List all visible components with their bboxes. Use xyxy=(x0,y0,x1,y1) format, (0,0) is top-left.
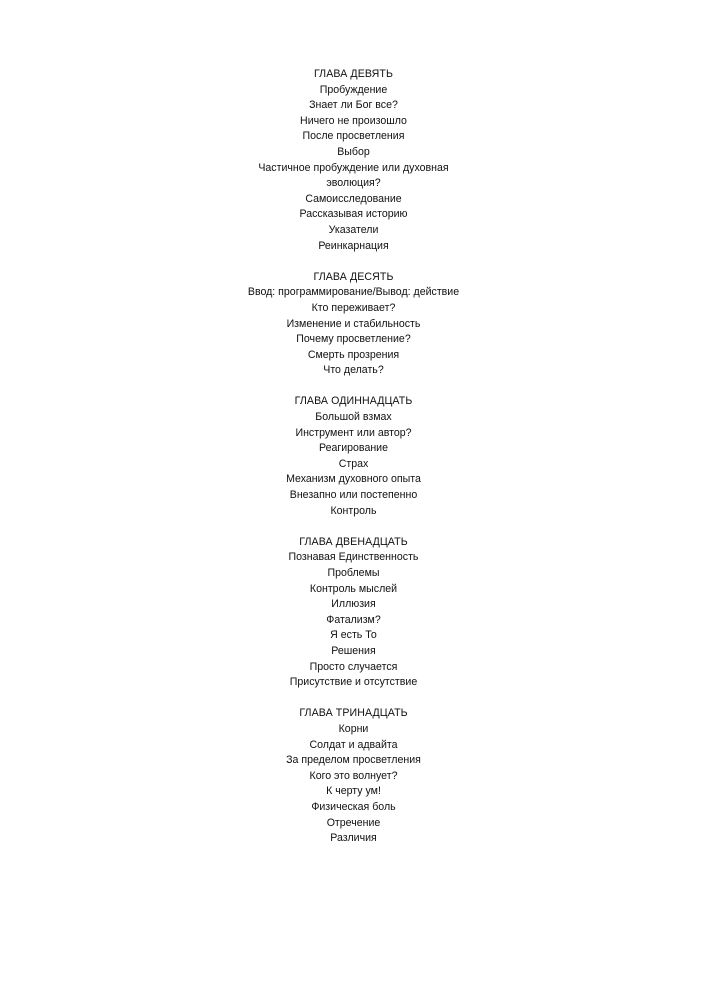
toc-item: Знает ли Бог все? xyxy=(309,99,398,112)
chapter-heading: ГЛАВА ДЕВЯТЬ xyxy=(313,68,394,80)
toc-item: Механизм духовного опыта xyxy=(286,473,421,486)
toc-item: К черту ум! xyxy=(326,785,381,798)
chapter-heading: ГЛАВА ДВЕНАДЦАТЬ xyxy=(299,535,408,548)
toc-item: Солдат и адвайта xyxy=(309,738,398,751)
chapter-heading: ГЛАВА ДЕСЯТЬ xyxy=(313,270,394,283)
chapter-9 xyxy=(0,67,707,254)
toc-item: Самоисследование xyxy=(305,192,402,205)
toc-item: Что делать? xyxy=(323,364,384,377)
toc-item: Ввод: программирование/Вывод: действие xyxy=(247,286,460,299)
toc-item: Указатели xyxy=(328,223,379,236)
toc-item: Физическая боль xyxy=(311,800,396,813)
chapter-13 xyxy=(0,706,707,846)
chapter-10 xyxy=(0,270,707,379)
toc-item: После просветления xyxy=(302,130,405,143)
toc-item: Контроль мыслей xyxy=(309,582,398,595)
toc-item: Рассказывая историю xyxy=(299,208,408,221)
toc-item: Кто переживает? xyxy=(311,301,396,314)
toc-item: Контроль xyxy=(330,504,377,517)
toc-item: Кого это волнует? xyxy=(309,769,398,782)
chapter-heading: ГЛАВА ТРИНАДЦАТЬ xyxy=(299,707,408,720)
toc-item: Фатализм? xyxy=(326,613,381,626)
toc-item: Иллюзия xyxy=(331,598,376,611)
toc-item: Инструмент или автор? xyxy=(295,426,412,439)
toc-item: Большой взмах xyxy=(315,411,392,424)
chapter-11 xyxy=(0,394,707,519)
toc-item: Просто случается xyxy=(309,660,398,673)
toc-item: За пределом просветления xyxy=(286,754,421,767)
toc-item: Различия xyxy=(330,832,377,845)
toc-item: Присутствие и отсутствие xyxy=(289,676,418,689)
toc-item: Ничего не произошло xyxy=(300,114,407,127)
chapter-heading: ГЛАВА ОДИННАДЦАТЬ xyxy=(294,395,413,408)
toc-item: Я есть То xyxy=(330,629,377,642)
toc-item: Реинкарнация xyxy=(318,239,389,252)
toc-item: Выбор xyxy=(337,145,370,158)
toc-item: Изменение и стабильность xyxy=(286,317,421,330)
chapter-12 xyxy=(0,535,707,691)
toc-item: Решения xyxy=(331,644,376,657)
table-of-contents xyxy=(0,67,707,862)
toc-item: Отречение xyxy=(326,816,381,829)
toc-item: Частичное пробуждение или духовная xyxy=(258,161,449,174)
toc-item: Познавая Единственность xyxy=(288,551,419,564)
toc-item: Корни xyxy=(338,722,369,735)
toc-item: Реагирование xyxy=(318,442,388,455)
toc-item: Страх xyxy=(338,457,369,470)
toc-item: Внезапно или постепенно xyxy=(289,489,418,502)
toc-item: Почему просветление? xyxy=(296,333,411,346)
toc-item: Смерть прозрения xyxy=(307,348,400,361)
toc-item: эволюция? xyxy=(326,177,381,190)
toc-item: Проблемы xyxy=(327,567,380,579)
toc-item: Пробуждение xyxy=(319,83,388,96)
